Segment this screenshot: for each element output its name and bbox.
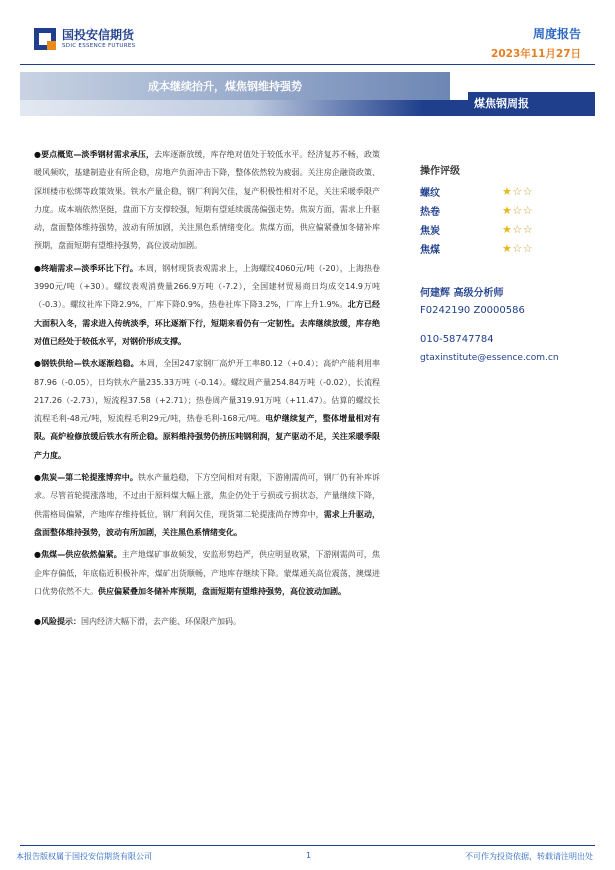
star-rating-icon: ★☆☆ xyxy=(502,185,534,198)
rating-name: 焦煤 xyxy=(420,245,440,256)
rating-row xyxy=(420,182,615,201)
star-rating-icon: ★☆☆ xyxy=(502,223,534,236)
rating-row xyxy=(420,239,615,258)
paragraph-lead: 风险提示： xyxy=(40,617,81,627)
sidebar xyxy=(420,162,615,363)
rating-row xyxy=(420,201,615,220)
paragraph-demand xyxy=(34,260,380,351)
paragraph-supply xyxy=(34,355,380,465)
header-divider xyxy=(20,64,595,65)
paragraph-risk xyxy=(34,613,380,631)
paragraph-overview xyxy=(34,146,380,256)
bullet: ● xyxy=(34,359,42,369)
paragraph-conclusion: 北方已经大面积入冬，需求进入传统淡季，环比逐渐下行，短期来看仍有一定韧性。去库继续放缓，库存绝对值已经处于较低水平，对钢价形成支撑。 xyxy=(34,300,380,346)
paragraph-conclusion: 供应偏紧叠加冬储补库预期，盘面短期有望维持强势，高位波动加剧。 xyxy=(98,586,346,596)
footer-copyright: 本报告版权属于国投安信期货有限公司 xyxy=(16,852,152,861)
paragraph-coke xyxy=(34,469,380,542)
paragraph-lead: 焦煤—供应依然偏紧。 xyxy=(41,550,122,560)
footer-divider xyxy=(20,845,595,846)
report-title: 成本继续抬升，煤焦钢维持强势 xyxy=(148,80,302,93)
paragraph-body: 铁水产量趋稳，下方空间相对有限，下游刚需尚可，钢厂仍有补库诉求。尽管首轮提涨落地，不过由于原料煤大幅上涨，焦企仍处于亏损或亏损状态，产量继续下降，供需格局偏紧，产地库存维持低位，钢厂利润欠佳，现货第二轮提涨尚存博弈中， xyxy=(34,473,381,519)
rating-name: 焦炭 xyxy=(420,226,440,237)
rating-title: 操作评级 xyxy=(420,166,460,177)
bullet: ● xyxy=(34,617,41,627)
bullet: ● xyxy=(34,550,42,560)
paragraph-conclusion: 需求上升驱动，盘面整体维持强势，波动有所加剧，关注黑色系情绪变化。 xyxy=(34,509,381,537)
report-body xyxy=(34,146,380,635)
star-rating-icon: ★☆☆ xyxy=(502,204,534,217)
analyst-email[interactable]: gtaxinstitute@essence.com.cn xyxy=(420,353,559,363)
analyst-name: 何建辉 高级分析师 xyxy=(420,288,504,299)
report-type: 周度报告 xyxy=(532,27,581,41)
company-logo xyxy=(34,28,135,50)
analyst-phone: 010-58747784 xyxy=(420,334,494,345)
paragraph-lead: 要点概览—淡季钢材需求承压， xyxy=(41,150,155,159)
paragraph-coking-coal xyxy=(34,546,380,601)
analyst-license: F0242190 Z0000586 xyxy=(420,305,525,316)
rating-name: 螺纹 xyxy=(420,188,440,199)
paragraph-body: 主产地煤矿事故频发，安监形势趋严，供应明显收紧，下游刚需尚可，焦企库存偏低，年底临近积极补库，煤矿出货顺畅，产地库存继续下降。蒙煤通关高位震荡，澳煤进口优势依然不大。 xyxy=(34,550,381,596)
paragraph-body: 去库逐渐放缓，库存绝对值处于较低水平。经济复苏不畅，政策暖风频吹，基建制造业有所企稳，房地产负面冲击下降，整体依然较为疲弱。关注房企融资政策、深圳楼市松绑等政策效果。铁水产量企稳，钢厂利润欠佳，复产积极性相对不足，关注采暖季限产力度。成本端依然坚挺，盘面下方支撑较强，短期有望延续震荡偏强走势。焦炭方面，需求上升驱动，盘面整体维持强势，波动有所加剧，关注黑色系情绪变化。焦煤方面，供应偏紧叠加冬储补库预期，盘面短期有望维持强势，高位波动加剧。 xyxy=(34,150,381,251)
bullet: ● xyxy=(34,150,42,159)
paragraph-lead: 终端需求—淡季环比下行。 xyxy=(41,263,138,273)
logo-name-en: SDIC ESSENCE FUTURES xyxy=(62,42,136,49)
paragraph-lead: 钢铁供给—铁水逐渐趋稳。 xyxy=(41,359,139,369)
page-number: 1 xyxy=(306,851,312,860)
star-rating-icon: ★☆☆ xyxy=(502,242,534,255)
rating-row xyxy=(420,220,615,239)
paragraph-body: 国内经济大幅下滑，去产能、环保限产加码。 xyxy=(80,617,241,627)
section-label: 煤焦钢周报 xyxy=(468,92,595,114)
bullet: ● xyxy=(34,263,42,273)
rating-name: 热卷 xyxy=(420,207,440,218)
footer-disclaimer: 不可作为投资依据，转载请注明出处 xyxy=(465,852,593,861)
paragraph-lead: 焦炭—第二轮提涨博弈中。 xyxy=(41,473,138,483)
paragraph-body: 本周，全国247家钢厂高炉开工率80.12（+0.4）；高炉产能利用率87.96（-0.05），日均铁水产量235.33万吨（-0.14）。螺纹周产量254.84万吨（-0.02），长流程217.26（-2.73），短流程37.58（+2.71）；热卷周产量319.91万吨（+11.47）。估算的螺纹长流程毛利-48元/吨，短流程毛利29元/吨，热卷毛利-168元/吨。 xyxy=(34,359,380,424)
paragraph-body: 本周，钢材现货表观需求上，上海螺纹4060元/吨（-20），上海热卷3990元/吨（+30）。螺纹表观消费量266.9万吨（-7.2），全国建材贸易商日均成交14.9万吨（-0.3）。螺纹社库下降2.9%，厂库下降0.9%，热卷社库下降3.2%，厂库上升1.9%。 xyxy=(34,263,381,310)
paragraph-conclusion: 电炉继续复产，整体增量相对有限。高炉检修放缓后铁水有所企稳。原料维持强势仍挤压吨钢利润，复产驱动不足，关注采暖季限产力度。 xyxy=(34,414,380,460)
report-date: 2023年11月27日 xyxy=(491,48,581,60)
logo-name-cn: 国投安信期货 xyxy=(62,27,135,42)
logo-mark-icon xyxy=(34,28,56,50)
bullet: ● xyxy=(34,473,42,483)
